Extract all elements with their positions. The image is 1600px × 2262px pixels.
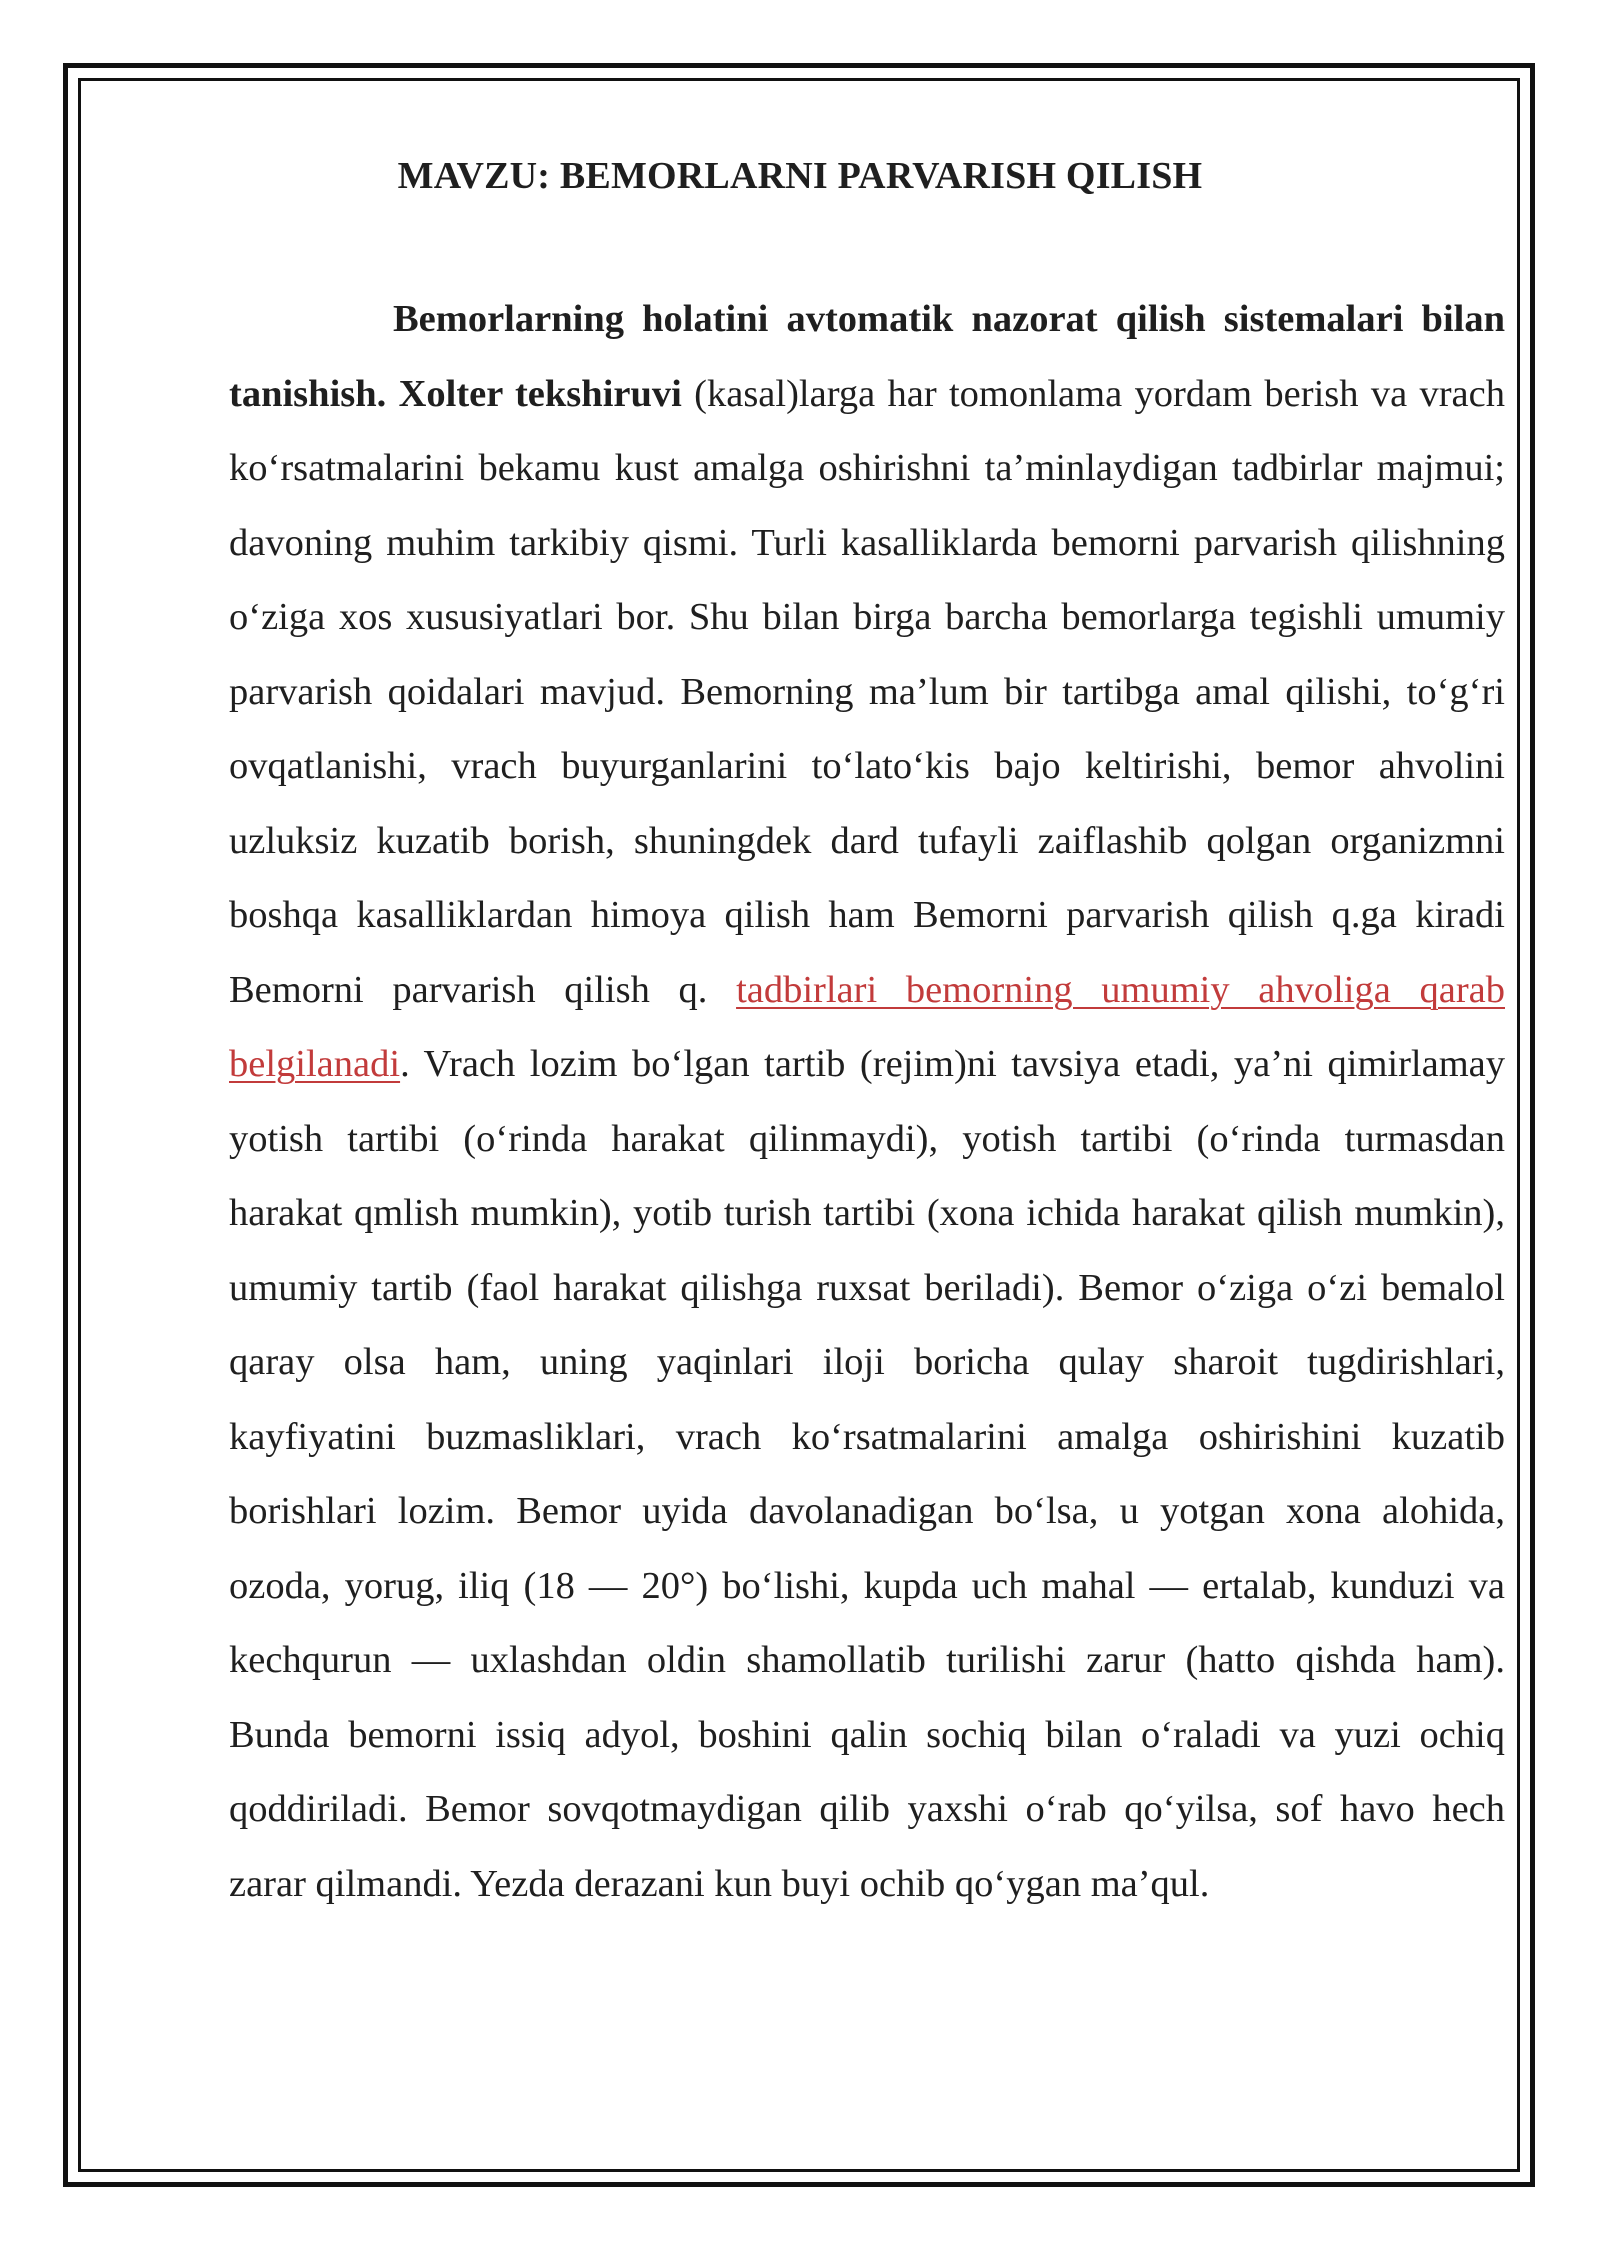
body-paragraph <box>229 282 1505 1921</box>
paragraph-lead-bold: Bemorlarning holatini avtomatik nazorat qilish sistemalari bilan tanishish. Xolter tekshiruvi <box>229 298 1505 415</box>
paragraph-link[interactable]: tadbirlari bemorning umumiy ahvoliga qarab belgilanadi <box>229 968 1505 1085</box>
document-title: MAVZU: BEMORLARNI PARVARISH QILISH <box>397 155 1203 197</box>
paragraph-text-part-1: (kasal)larga har tomonlama yordam berish va vrach ko‘rsatmalarini bekamu kust amalga oshirishni ta’minlaydigan tadbirlar majmui; davoning muhim tarkibiy qismi. Turli kasalliklarda bemorni parvarish qilishning o‘ziga xos xususiyatlari bor. Shu bilan birga barcha bemorlarga tegishli umumiy parvarish qoidalari mavjud. Bemorning ma’lum bir tartibga amal qilishi, to‘g‘ri ovqatlanishi, vrach buyurganlarini to‘lato‘kis bajo keltirishi, bemor ahvolini uzluksiz kuzatib borish, shuningdek dard tufayli zaiflashib qolgan organizmni boshqa kasalliklardan himoya qilish ham Bemorni parvarish qilish q.ga kiradi Bemorni parvarish qilish q. <box>229 372 1505 1011</box>
paragraph-text-part-2: . Vrach lozim bo‘lgan tartib (rejim)ni tavsiya etadi, ya’ni qimirlamay yotish tartibi (o‘rinda harakat qilinmaydi), yotish tartibi (o‘rinda turmasdan harakat qmlish mumkin), yotib turish tartibi (xona ichida harakat qilish mumkin), umumiy tartib (faol harakat qilishga ruxsat beriladi). Bemor o‘ziga o‘zi bemalol qaray olsa ham, uning yaqinlari iloji boricha qulay sharoit tugdirishlari, kayfiyatini buzmasliklari, vrach ko‘rsatmalarini amalga oshirishini kuzatib borishlari lozim. Bemor uyida davolanadigan bo‘lsa, u yotgan xona alohida, ozoda, yorug, iliq (18 — 20°) bo‘lishi, kupda uch mahal — ertalab, kunduzi va kechqurun — uxlashdan oldin shamollatib turilishi zarur (hatto qishda ham). Bunda bemorni issiq adyol, boshini qalin sochiq bilan o‘raladi va yuzi ochiq qoddiriladi. Bemor sovqotmaydigan qilib yaxshi o‘rab qo‘yilsa, sof havo hech zarar qilmandi. Yezda derazani kun buyi ochib qo‘ygan ma’qul. <box>229 1043 1505 1905</box>
